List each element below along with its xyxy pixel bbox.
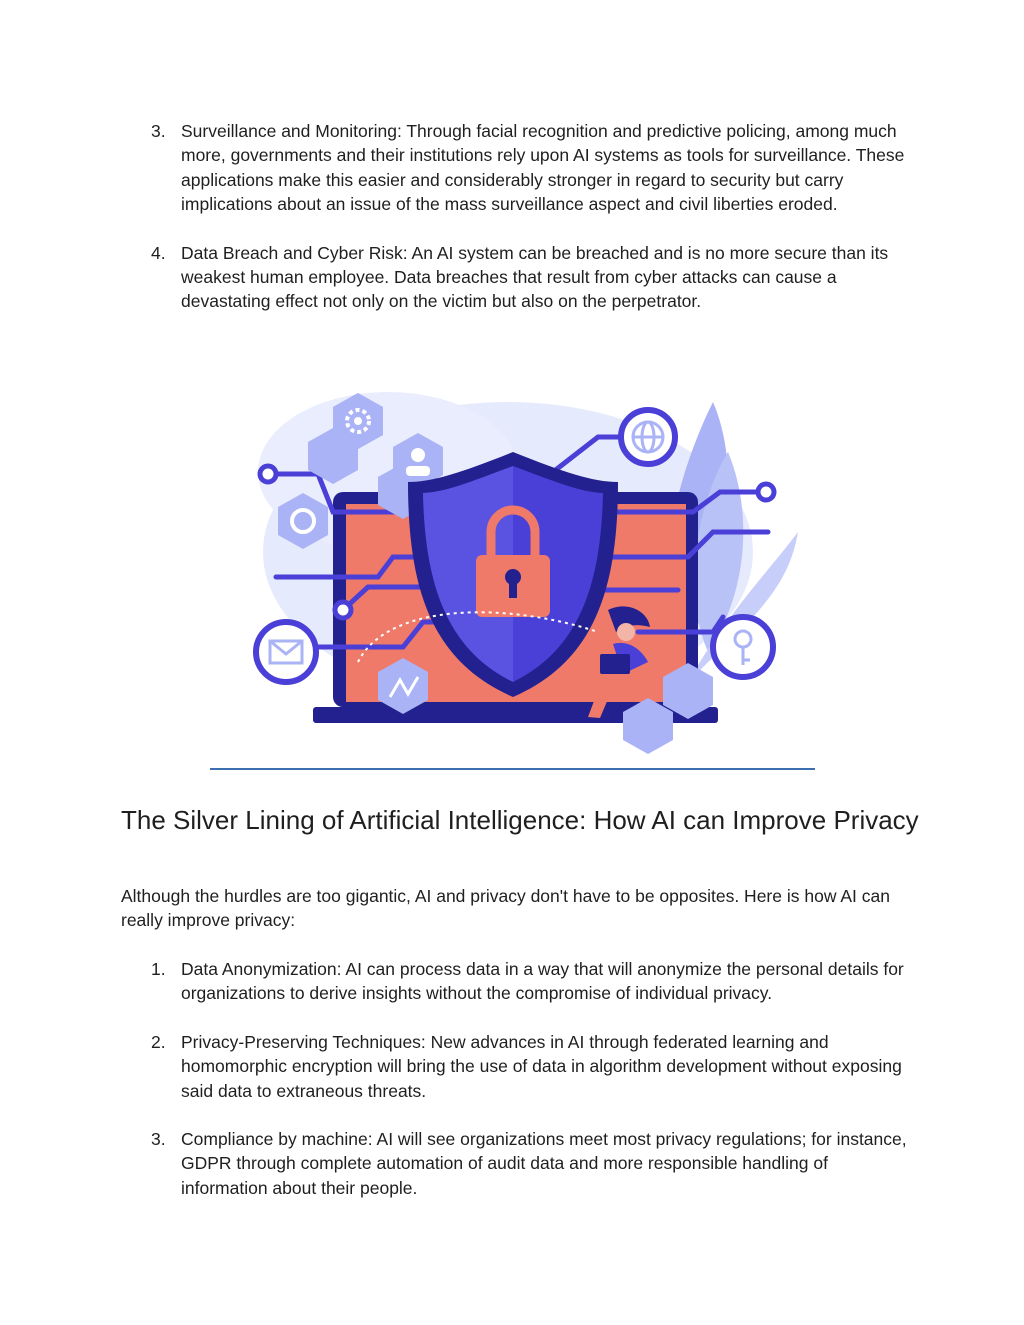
intro-paragraph: Although the hurdles are too gigantic, AI and privacy don't have to be opposites. Here is how AI can really improve privacy: [121,886,890,931]
list-number: 3. [151,121,166,141]
cybersecurity-illustration [208,362,816,762]
list-number: 1. [151,959,166,979]
numbered-list-improvements [0,957,1024,1200]
list-item [0,119,1024,217]
list-item-text: Data Breach and Cyber Risk: An AI system can be breached and is no more secure than its weakest human employee. Data breaches that result from cyber attacks can cause a devastating effect not only on the victim but also on the perpetrator. [181,242,889,312]
list-item-text: Privacy-Preserving Techniques: New advances in AI through federated learning and homomorphic encryption will bring the use of data in algorithm development without exposing said data to extraneous threats. [181,1031,902,1101]
list-number: 4. [151,242,166,263]
numbered-list-risks [0,119,1024,314]
globe-icon [621,410,675,464]
list-item [0,1030,1024,1103]
horizontal-divider [210,768,815,770]
section-heading: The Silver Lining of Artificial Intelligence: How AI can Improve Privacy [121,805,919,835]
list-number: 2. [151,1031,166,1052]
envelope-icon [256,622,316,682]
list-number: 3. [151,1129,166,1150]
list-item-text: Data Anonymization: AI can process data in a way that will anonymize the personal details for organizations to derive insights without the compromise of individual privacy. [181,959,904,1004]
list-item-text: Compliance by machine: AI will see organizations meet most privacy regulations; for instance, GDPR through complete automation of audit data and more responsible handling of information about their people. [181,1129,907,1198]
list-item [0,957,1024,1006]
list-item [0,241,1024,314]
key-icon [713,617,773,677]
list-item-text: Surveillance and Monitoring: Through facial recognition and predictive policing, among much more, governments and their institutions rely upon AI systems as tools for surveillance. These applications make this easier and considerably stronger in regard to security but carry implications about an issue of the mass surveillance aspect and civil liberties eroded. [181,121,905,215]
list-item [0,1127,1024,1200]
